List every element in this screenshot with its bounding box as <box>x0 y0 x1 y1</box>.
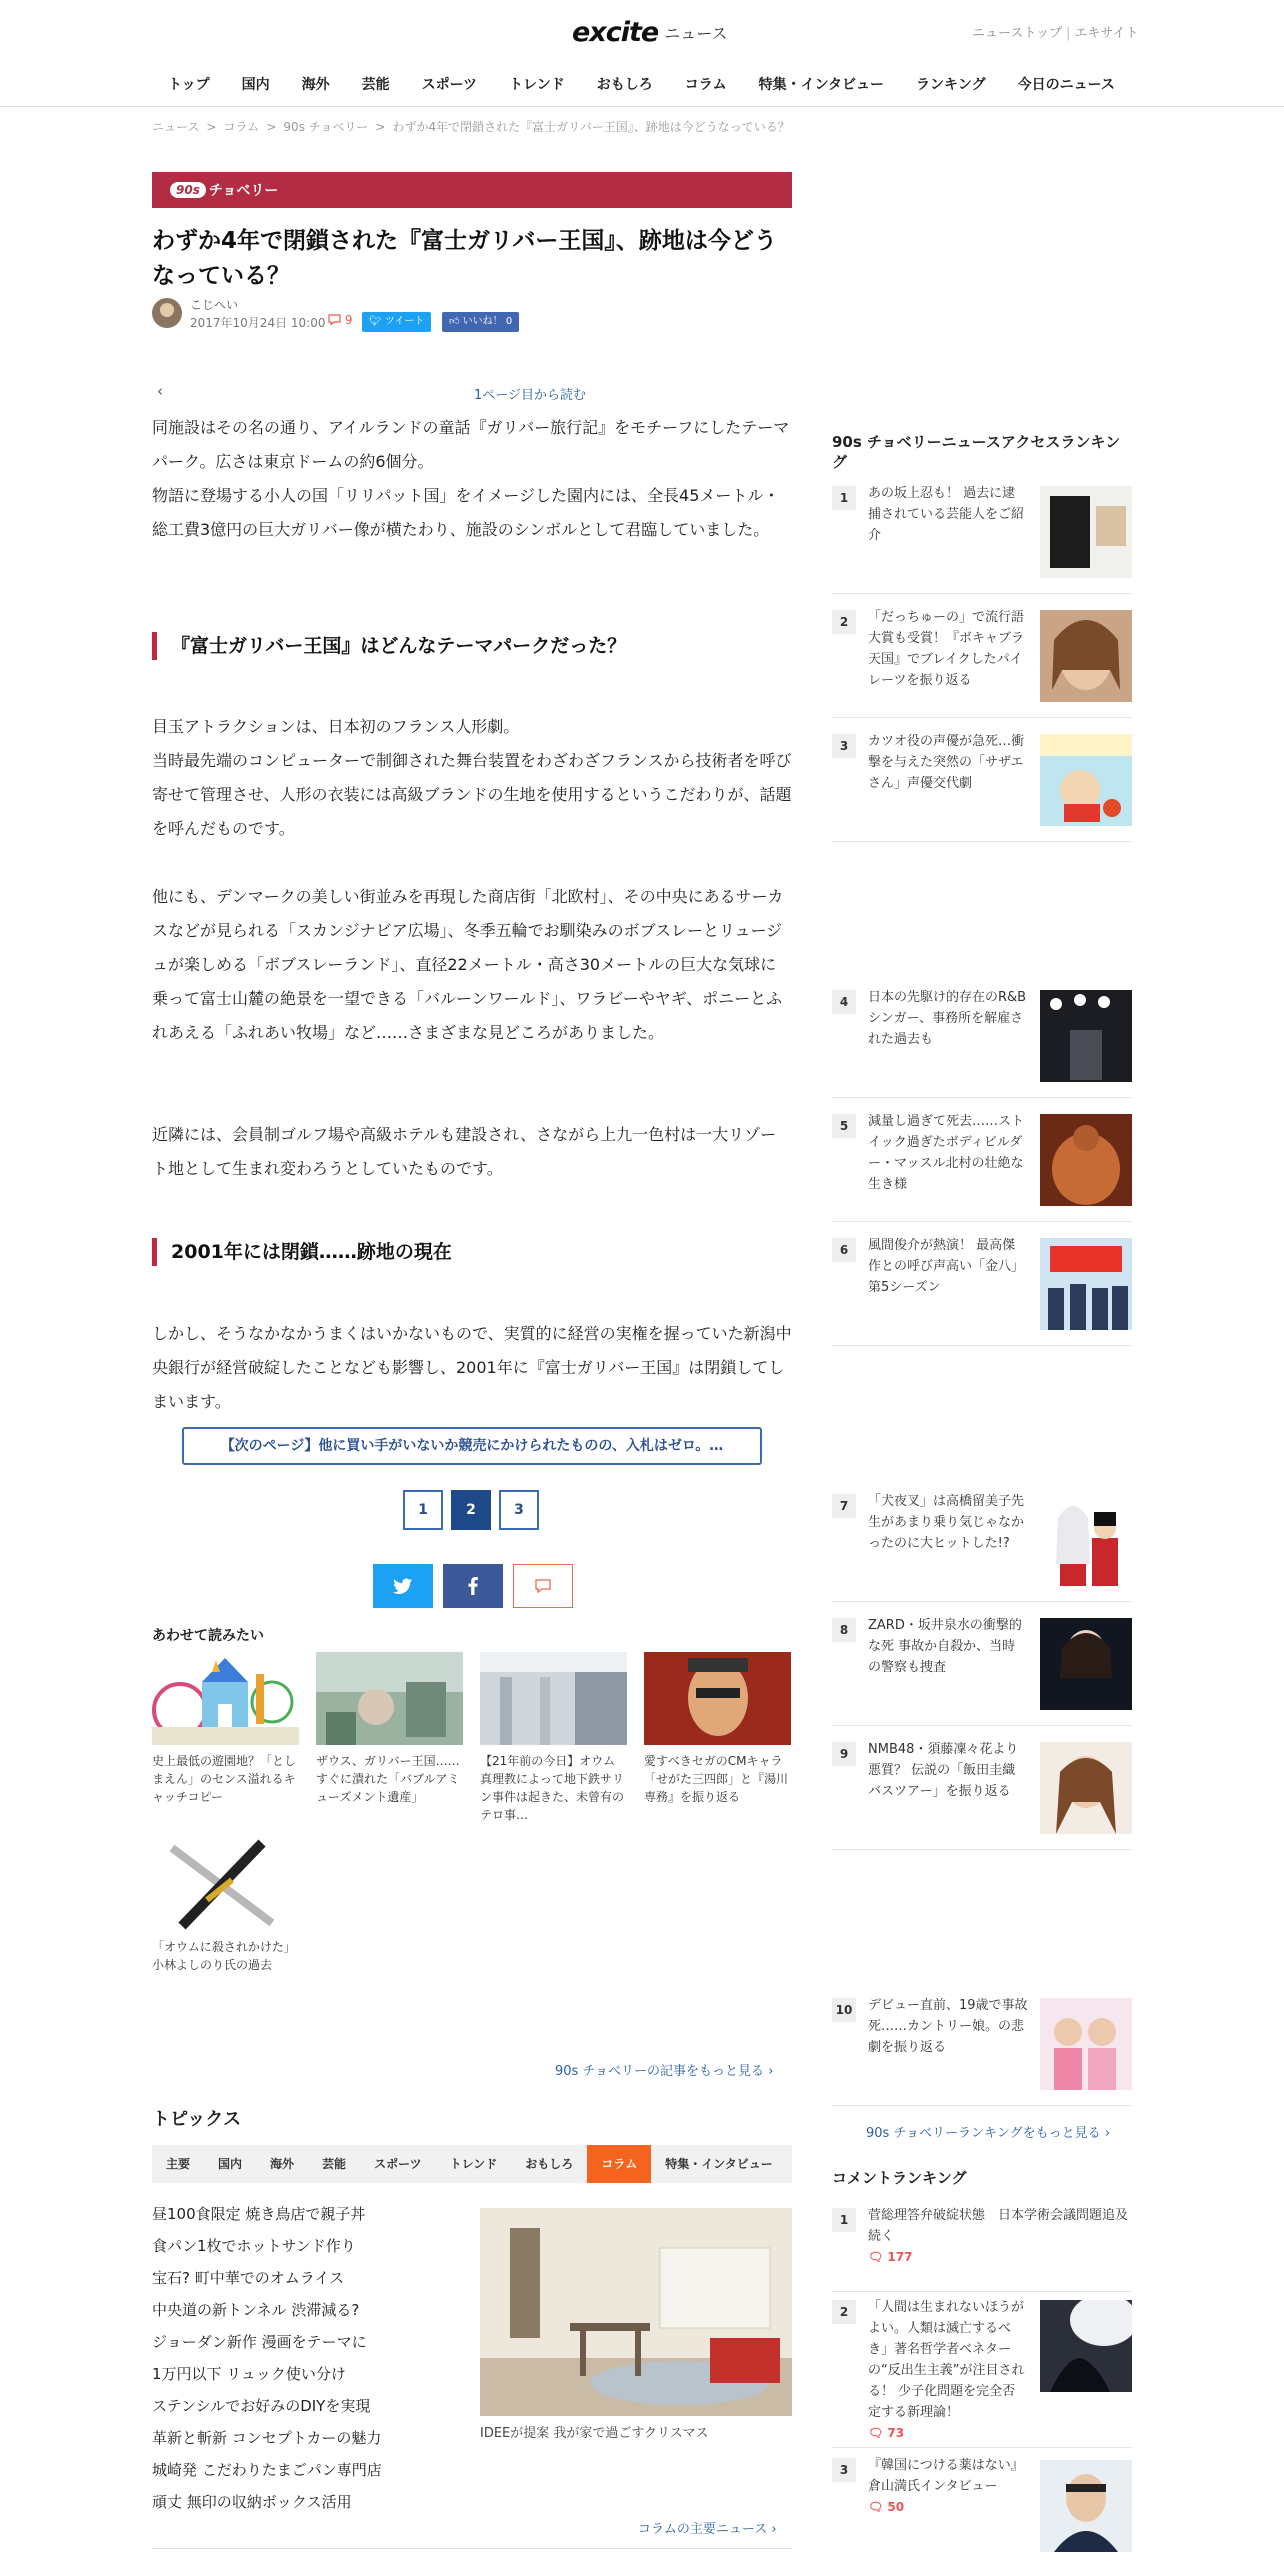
tweet-button[interactable] <box>362 312 431 332</box>
rank-title: 風間俊介が熱演！ 最高傑作との呼び声高い「金八」第5シーズン <box>868 1238 1025 1295</box>
related-thumbnail <box>152 1838 299 1931</box>
ranking-item[interactable] <box>832 1742 1132 1850</box>
site-header <box>0 0 1284 107</box>
topic-link[interactable]: 昼100食限定 焼き鳥店で親子丼 <box>152 2205 366 2223</box>
related-caption: 愛すべきセガのCMキャラ「せがた三四郎」と『湯川専務』を振り返る <box>644 1754 789 1804</box>
breadcrumb: ニュース > コラム > 90s チョベリー > わずか4年で閉鎖された『富士ガリバー王国』、跡地は今どうなっている？ <box>152 120 790 134</box>
rank-title: 「だっちゅーの」で流行語大賞も受賞！『ボキャブラ天国』でブレイクしたパイレーツを振り返る <box>868 610 1025 688</box>
rank-title: 「犬夜叉」は高橋留美子先生があまり乗り気じゃなかったのに大ヒットした!? <box>868 1494 1025 1551</box>
rank-number: 9 <box>832 1742 856 1766</box>
ranking-item[interactable] <box>832 1618 1132 1726</box>
series-banner-text: チョベリー <box>208 183 279 199</box>
rank-title: 「人間は生まれないほうがよい。人類は滅亡するべき」著名哲学者ベネターの“反出生主義”が注目される！ 少子化問題を完全否定する新理論！ <box>868 2300 1025 2420</box>
ranking-item[interactable] <box>832 1494 1132 1602</box>
paragraph: 物語に登場する小人の国「リリパット国」をイメージした園内には、全長45メートル・総工費3億円の巨大ガリバー像が横たわり、施設のシンボルとして君臨していました。 <box>152 486 780 539</box>
topic-link[interactable]: 1万円以下 リュック使い分け <box>152 2365 346 2383</box>
ranking-item[interactable] <box>832 610 1132 718</box>
related-item[interactable] <box>152 1652 299 1824</box>
section-heading: 『富士ガリバー王国』はどんなテーマパークだった？ <box>152 632 792 660</box>
rank-thumbnail <box>1040 1238 1132 1330</box>
breadcrumb-current: わずか4年で閉鎖された『富士ガリバー王国』、跡地は今どうなっている？ <box>392 120 790 134</box>
comment-count-link[interactable] <box>328 313 352 327</box>
chevron-right-icon: › <box>768 2064 774 2079</box>
paragraph: 当時最先端のコンピューターで制御された舞台装置をわざわざフランスから技術者を呼び寄せて管理させ、人形の衣装には高級ブランドの生地を使用するというこだわりが、話題を呼んだものです。 <box>152 751 792 838</box>
rank-number: 1 <box>832 2208 856 2232</box>
rank-thumbnail <box>1040 1618 1132 1710</box>
comment-count: 9 <box>344 313 353 327</box>
more-ranking-link[interactable] <box>866 2122 1110 2141</box>
page-1-button[interactable]: 1 <box>403 1490 443 1530</box>
breadcrumb-column[interactable]: コラム <box>223 120 260 134</box>
rank-title: 菅総理答弁破綻状態 日本学術会議問題追及続く <box>868 2208 1129 2244</box>
breadcrumb-news[interactable]: ニュース <box>152 120 200 134</box>
article-header <box>152 172 792 338</box>
series-banner[interactable] <box>152 172 792 208</box>
topics-tab[interactable]: 海外 <box>270 2157 295 2171</box>
rank-number: 2 <box>832 610 856 634</box>
rank-title: 『韓国につける薬はない』倉山満氏インタビュー <box>868 2458 1024 2494</box>
ranking-item[interactable] <box>832 1114 1132 1222</box>
top-links: ニューストップ | エキサイト <box>972 26 1139 41</box>
rank-title: 日本の先駆け的存在のR&Bシンガー、事務所を解雇された過去も <box>868 990 1027 1047</box>
comment-count-badge <box>868 2423 1028 2444</box>
related-thumbnail <box>152 1652 299 1745</box>
sega-character-photo <box>644 1652 791 1745</box>
rank-number: 1 <box>832 486 856 510</box>
paragraph: 他にも、デンマークの美しい街並みを再現した商店街「北欧村」、その中央にあるサーカスなどが見られる「スカンジナビア広場」、冬季五輪でお馴染みのボブスレーとリュージュが楽しめる「ボブスレーランド」、直径22メートル・高さ30メートルの巨大な気球に乗って富士山麓の絶景を一望できる「バルーンワールド」、ワラビーやヤギ、ポニーとふれあえる「ふれあい牧場」など……さまざまな見どころがありました。 <box>152 887 784 1042</box>
comment-count: 177 <box>887 2250 913 2264</box>
topic-link[interactable]: ジョーダン新作 漫画をテーマに <box>152 2333 367 2351</box>
rank-number: 3 <box>832 734 856 758</box>
topic-link[interactable]: 中央道の新トンネル 渋滞減る? <box>152 2301 360 2319</box>
related-heading: あわせて読みたい <box>152 1628 264 1644</box>
comment-rank-body <box>868 2205 1128 2268</box>
comment-ranking-item[interactable] <box>832 2208 1132 2292</box>
comment-count-badge <box>868 2497 1028 2518</box>
rank-number: 2 <box>832 2300 856 2324</box>
article-meta <box>152 298 792 338</box>
more-link-label: 90s チョベリーの記事をもっと見る <box>555 2064 765 2079</box>
rank-number: 5 <box>832 1114 856 1138</box>
rank-title: カツオ役の声優が急死…衝撃を与えた突然の「サザエさん」声優交代劇 <box>868 734 1025 791</box>
nav-column[interactable]: コラム <box>684 77 727 93</box>
twitter-share-button[interactable] <box>373 1564 433 1608</box>
topic-link[interactable]: 頑丈 無印の収納ボックス活用 <box>152 2493 352 2511</box>
rank-thumbnail <box>1040 990 1132 1082</box>
ranking-item[interactable] <box>832 734 1132 842</box>
topics-tab[interactable]: おもしろ <box>525 2157 574 2171</box>
facebook-icon <box>468 1577 478 1595</box>
paragraph: 近隣には、会員制ゴルフ場や高級ホテルも建設され、さながら上九一色村は一大リゾート地として生まれ変わろうとしていたものです。 <box>152 1125 777 1178</box>
comment-rank-body <box>868 2297 1028 2444</box>
logo-section-label: ニュース <box>664 23 728 43</box>
more-90s-articles-link[interactable] <box>555 2060 773 2079</box>
comment-ranking-title: コメントランキング <box>832 2169 967 2187</box>
rank-number: 10 <box>832 1998 856 2022</box>
ranking-item[interactable] <box>832 486 1132 594</box>
topics-tab[interactable]: 主要 <box>166 2157 191 2171</box>
comment-icon: 🗨︎ <box>868 2426 884 2440</box>
related-articles <box>152 1652 792 2010</box>
section-heading: 2001年には閉鎖……跡地の現在 <box>152 1238 792 1266</box>
facebook-like-button[interactable] <box>442 312 519 332</box>
comment-button[interactable] <box>513 1564 573 1608</box>
comment-icon: 🗨︎ <box>868 2500 884 2514</box>
topic-link[interactable]: 城崎発 こだわりたまごパン専門店 <box>152 2461 382 2479</box>
facebook-share-button[interactable] <box>443 1564 503 1608</box>
rank-thumbnail <box>1040 486 1132 578</box>
related-thumbnail <box>316 1652 463 1745</box>
share-buttons <box>373 1564 573 1608</box>
topics-tab-active[interactable]: コラム <box>587 2145 651 2183</box>
read-from-first-page-link[interactable]: 1ページ目から読む <box>474 388 587 403</box>
subway-photo <box>480 1652 627 1745</box>
topics-list <box>152 2198 452 2518</box>
rank-number: 4 <box>832 990 856 1014</box>
breadcrumb-90s[interactable]: 90s チョベリー <box>283 120 369 134</box>
topic-link[interactable]: ステンシルでお好みのDIYを実現 <box>152 2397 371 2415</box>
rank-number: 3 <box>832 2458 856 2482</box>
series-badge: 90s <box>170 182 206 198</box>
topics-tab[interactable]: トレンド <box>449 2157 498 2171</box>
photo-placeholder <box>316 1652 463 1745</box>
related-caption: 【21年前の今日】オウム真理教によって地下鉄サリン事件は起きた、未曾有のテロ事… <box>480 1754 625 1822</box>
publish-date: 2017年10月24日 10:00 <box>190 316 326 330</box>
nav-sports[interactable]: スポーツ <box>421 77 478 93</box>
thumbs-up-icon: 👍︎ <box>449 316 460 327</box>
ranking-item[interactable] <box>832 1238 1132 1346</box>
related-caption: 「オウムに殺されかけた」小林よしのり氏の過去 <box>152 1940 296 1972</box>
rank-thumbnail <box>1040 1742 1132 1834</box>
topic-link[interactable]: 宝石? 町中華でのオムライス <box>152 2269 345 2287</box>
chevron-right-icon: › <box>1104 2126 1111 2141</box>
nav-today[interactable]: 今日のニュース <box>1017 77 1115 93</box>
interior-photo <box>480 2208 792 2416</box>
page-3-button[interactable]: 3 <box>499 1490 539 1530</box>
related-item[interactable] <box>152 1838 299 2010</box>
more-link-label: コラムの主要ニュース <box>638 2522 768 2537</box>
comment-ranking-item[interactable] <box>832 2300 1132 2448</box>
nav-funny[interactable]: おもしろ <box>596 77 653 93</box>
article-title: わずか4年で閉鎖された『富士ガリバー王国』、跡地は今どうなっている？ <box>152 228 777 289</box>
rank-number: 7 <box>832 1494 856 1518</box>
comment-ranking-item[interactable] <box>832 2458 1132 2568</box>
access-ranking-title: 90s チョベリーニュースアクセスランキング <box>832 433 1121 471</box>
related-item[interactable] <box>644 1652 791 1824</box>
author-name[interactable]: こじへい <box>190 298 239 312</box>
related-item[interactable] <box>316 1652 463 1824</box>
topics-tabs <box>152 2145 792 2183</box>
topic-link[interactable]: 食パン1枚でホットサンド作り <box>152 2237 356 2255</box>
topics-tab[interactable]: 国内 <box>218 2157 243 2171</box>
topics-feature-photo[interactable] <box>480 2208 792 2416</box>
topics-title: トピックス <box>152 2109 242 2130</box>
comment-icon <box>328 314 341 325</box>
rank-title: NMB48・須藤凜々花より悪質？ 伝説の「飯田圭織バスツアー」を振り返る <box>868 1742 1019 1799</box>
rank-thumbnail <box>1040 1114 1132 1206</box>
rank-title: デビュー直前、19歳で事故死……カントリー娘。の悲劇を振り返る <box>868 1998 1028 2055</box>
rank-thumbnail <box>1040 734 1132 826</box>
topic-link[interactable]: 革新と斬新 コンセプトカーの魅力 <box>152 2429 382 2447</box>
paragraph: 同施設はその名の通り、アイルランドの童話『ガリバー旅行記』をモチーフにしたテーマパーク。広さは東京ドームの約6個分。 <box>152 418 790 471</box>
ranking-item[interactable] <box>832 990 1132 1098</box>
crossed-swords-illustration <box>152 1838 299 1931</box>
topics-photo-caption: IDEEが提案 我が家で過ごすクリスマス <box>480 2426 709 2441</box>
comment-icon: 🗨︎ <box>868 2250 884 2264</box>
related-caption: ザウス、ガリバー王国……すぐに潰れた「バブルアミューズメント遺産」 <box>316 1754 460 1804</box>
comment-icon <box>535 1579 551 1593</box>
nav-top[interactable]: トップ <box>168 77 210 93</box>
tweet-label: ツイート <box>384 316 425 327</box>
news-top-link[interactable]: ニューストップ <box>972 26 1062 41</box>
divider <box>152 2548 792 2549</box>
rank-title: 減量し過ぎて死去……ストイック過ぎたボディビルダー・マッスル北村の壮絶な生き様 <box>868 1114 1025 1192</box>
nav-entertainment[interactable]: 芸能 <box>361 77 390 93</box>
nav-ranking[interactable]: ランキング <box>916 77 986 93</box>
rank-thumbnail <box>1040 2300 1132 2392</box>
excite-logo[interactable] <box>572 12 727 52</box>
comment-rank-body <box>868 2455 1028 2518</box>
rank-thumbnail <box>1040 1494 1132 1586</box>
ranking-item[interactable] <box>832 1998 1132 2106</box>
chevron-right-icon: › <box>771 2522 777 2537</box>
rank-thumbnail <box>1040 1998 1132 2090</box>
comment-count-badge <box>868 2247 1128 2268</box>
next-page-link[interactable]: 【次のページ】他に買い手がいないか競売にかけられたものの、入札はゼロ。… <box>182 1427 762 1465</box>
like-label: いいね！ 0 <box>462 316 513 327</box>
nav-domestic[interactable]: 国内 <box>241 77 270 93</box>
more-column-news-link[interactable] <box>638 2518 777 2537</box>
rank-number: 8 <box>832 1618 856 1642</box>
page-2-button[interactable]: 2 <box>451 1490 491 1530</box>
pagination <box>403 1490 539 1530</box>
nav-feature[interactable]: 特集・インタビュー <box>758 77 885 93</box>
rank-title: あの坂上忍も！ 過去に逮捕されている芸能人をご紹介 <box>868 486 1025 543</box>
rank-number: 6 <box>832 1238 856 1262</box>
comment-count: 50 <box>887 2500 905 2514</box>
logo-text: excite <box>572 16 659 48</box>
amusement-park-illustration <box>152 1652 299 1745</box>
twitter-icon <box>393 1578 413 1595</box>
rank-thumbnail <box>1040 2460 1132 2552</box>
chevron-left-icon[interactable]: ‹ <box>157 382 163 400</box>
rank-thumbnail <box>1040 610 1132 702</box>
more-link-label: 90s チョベリーランキングをもっと見る <box>866 2126 1101 2141</box>
nav-world[interactable]: 海外 <box>301 77 330 93</box>
global-nav <box>152 64 1131 106</box>
author-avatar[interactable] <box>152 298 182 328</box>
paragraph: 目玉アトラクションは、日本初のフランス人形劇。 <box>152 717 520 736</box>
twitter-bird-icon: 🐦︎ <box>369 316 382 327</box>
comment-count: 73 <box>887 2426 905 2440</box>
excite-site-link[interactable]: エキサイト <box>1074 26 1139 41</box>
related-thumbnail <box>644 1652 791 1745</box>
topics-tab[interactable]: 芸能 <box>322 2157 347 2171</box>
nav-trend[interactable]: トレンド <box>509 77 565 93</box>
topics-tab[interactable]: スポーツ <box>374 2157 422 2171</box>
topics-tab[interactable]: 特集・インタビュー <box>665 2157 773 2171</box>
rank-title: ZARD・坂井泉水の衝撃的な死 事故か自殺か、当時の警察も捜査 <box>868 1618 1022 1675</box>
related-item[interactable] <box>480 1652 627 1824</box>
paragraph: しかし、そうなかなかうまくはいかないもので、実質的に経営の実権を握っていた新潟中央銀行が経営破綻したことなども影響し、2001年に『富士ガリバー王国』は閉鎖してしまいます。 <box>152 1324 792 1411</box>
article-pager-top <box>152 382 792 404</box>
related-thumbnail <box>480 1652 627 1745</box>
related-caption: 史上最低の遊園地？「としまえん」のセンス溢れるキャッチコピー <box>152 1754 297 1804</box>
